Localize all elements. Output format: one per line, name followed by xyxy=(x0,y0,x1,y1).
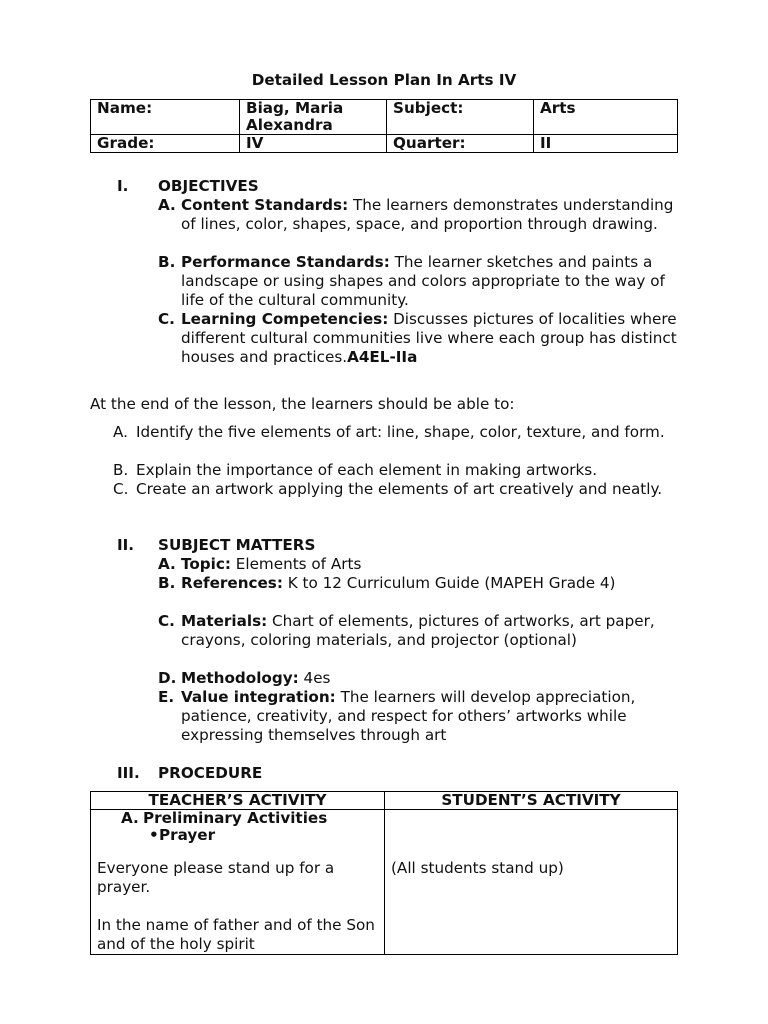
info-table xyxy=(90,99,678,153)
item-letter: B. xyxy=(113,461,129,479)
objective-item xyxy=(158,310,688,367)
section-heading: OBJECTIVES xyxy=(158,177,259,195)
section-heading: SUBJECT MATTERS xyxy=(158,536,316,554)
prayer-bullet xyxy=(97,827,378,844)
student-activity-header: STUDENT’S ACTIVITY xyxy=(385,792,678,810)
section-heading: PROCEDURE xyxy=(158,764,263,782)
section-numeral: III. xyxy=(117,764,140,782)
name-value: Biag, Maria Alexandra xyxy=(240,100,387,135)
subject-item xyxy=(158,612,688,650)
activity-header-row xyxy=(91,792,678,810)
item-letter: E. xyxy=(158,688,175,706)
activity-row xyxy=(91,810,678,955)
section-procedure xyxy=(117,764,262,783)
student-activity-cell xyxy=(385,810,678,955)
outcome-item xyxy=(113,461,683,480)
item-text: 4es xyxy=(298,669,331,687)
item-text: Create an artwork applying the elements of art creatively and neatly. xyxy=(136,480,663,498)
subject-item xyxy=(158,688,688,745)
item-text: Explain the importance of each element in making artworks. xyxy=(136,461,598,479)
item-text: Elements of Arts xyxy=(230,555,362,573)
item-label: Learning Competencies: xyxy=(181,310,389,328)
item-text: The learners will develop appreciation, patience, creativity, and respect for others’ artworks while expressing themselves through art xyxy=(181,688,636,744)
subject-value: Arts xyxy=(534,100,678,135)
info-row-name xyxy=(91,100,678,135)
item-label: Topic: xyxy=(181,555,231,573)
info-row-grade xyxy=(91,135,678,153)
item-text: K to 12 Curriculum Guide (MAPEH Grade 4) xyxy=(282,574,616,592)
section-numeral: II. xyxy=(117,536,135,554)
item-label: Value integration: xyxy=(181,688,336,706)
subject-item xyxy=(158,574,688,593)
quarter-label: Quarter: xyxy=(387,135,534,153)
outcome-item xyxy=(113,480,683,499)
item-text: Chart of elements, pictures of artworks, art paper, crayons, coloring materials, and projector (optional) xyxy=(181,612,655,649)
item-letter: A. xyxy=(158,196,176,214)
preliminary-heading xyxy=(97,810,378,827)
quarter-value: II xyxy=(534,135,678,153)
item-letter: D. xyxy=(158,669,177,687)
subject-item xyxy=(158,555,688,574)
competency-code: A4EL-IIa xyxy=(347,348,418,366)
item-label: Materials: xyxy=(181,612,268,630)
teacher-activity-header: TEACHER’S ACTIVITY xyxy=(91,792,385,810)
item-letter: B. xyxy=(158,574,176,592)
objective-item xyxy=(158,196,688,234)
item-letter: B. xyxy=(158,253,176,271)
subject-item xyxy=(158,669,688,688)
item-text: Identify the five elements of art: line, shape, color, texture, and form. xyxy=(136,423,665,441)
item-letter: C. xyxy=(113,480,129,498)
subject-label: Subject: xyxy=(387,100,534,135)
bullet-title: Prayer xyxy=(159,826,216,844)
item-letter: C. xyxy=(158,310,175,328)
document-title: Detailed Lesson Plan In Arts IV xyxy=(251,71,517,89)
item-text: The learner sketches and paints a landscape or using shapes and colors appropriate to the way of life of the cultural community. xyxy=(181,253,665,309)
item-text: The learners demonstrates understanding of lines, color, shapes, space, and proportion through drawing. xyxy=(181,196,674,233)
teacher-line: Everyone please stand up for a prayer. xyxy=(97,859,335,896)
section-subject-matters xyxy=(117,536,315,555)
section-letter: A. xyxy=(121,809,139,827)
activity-table xyxy=(90,791,678,955)
item-letter: A. xyxy=(113,423,128,441)
student-line: (All students stand up) xyxy=(391,859,564,877)
section-numeral: I. xyxy=(117,177,129,195)
outcome-item xyxy=(113,423,683,442)
objective-item xyxy=(158,253,688,310)
grade-value: IV xyxy=(240,135,387,153)
item-label: Performance Standards: xyxy=(181,253,390,271)
section-objectives xyxy=(117,177,259,196)
item-label: Content Standards: xyxy=(181,196,349,214)
intro-text: At the end of the lesson, the learners should be able to: xyxy=(90,395,515,413)
section-title: Preliminary Activities xyxy=(143,809,328,827)
item-label: References: xyxy=(181,574,283,592)
item-letter: A. xyxy=(158,555,176,573)
grade-label: Grade: xyxy=(91,135,240,153)
item-letter: C. xyxy=(158,612,175,630)
teacher-line: In the name of father and of the Son and of the holy spirit xyxy=(97,916,375,953)
name-label: Name: xyxy=(91,100,240,135)
teacher-activity-cell xyxy=(91,810,385,955)
item-text: Discusses pictures of localities where different cultural communities live where each group has distinct houses and practices. xyxy=(181,310,677,366)
bullet-glyph: • xyxy=(149,826,159,844)
item-label: Methodology: xyxy=(181,669,299,687)
